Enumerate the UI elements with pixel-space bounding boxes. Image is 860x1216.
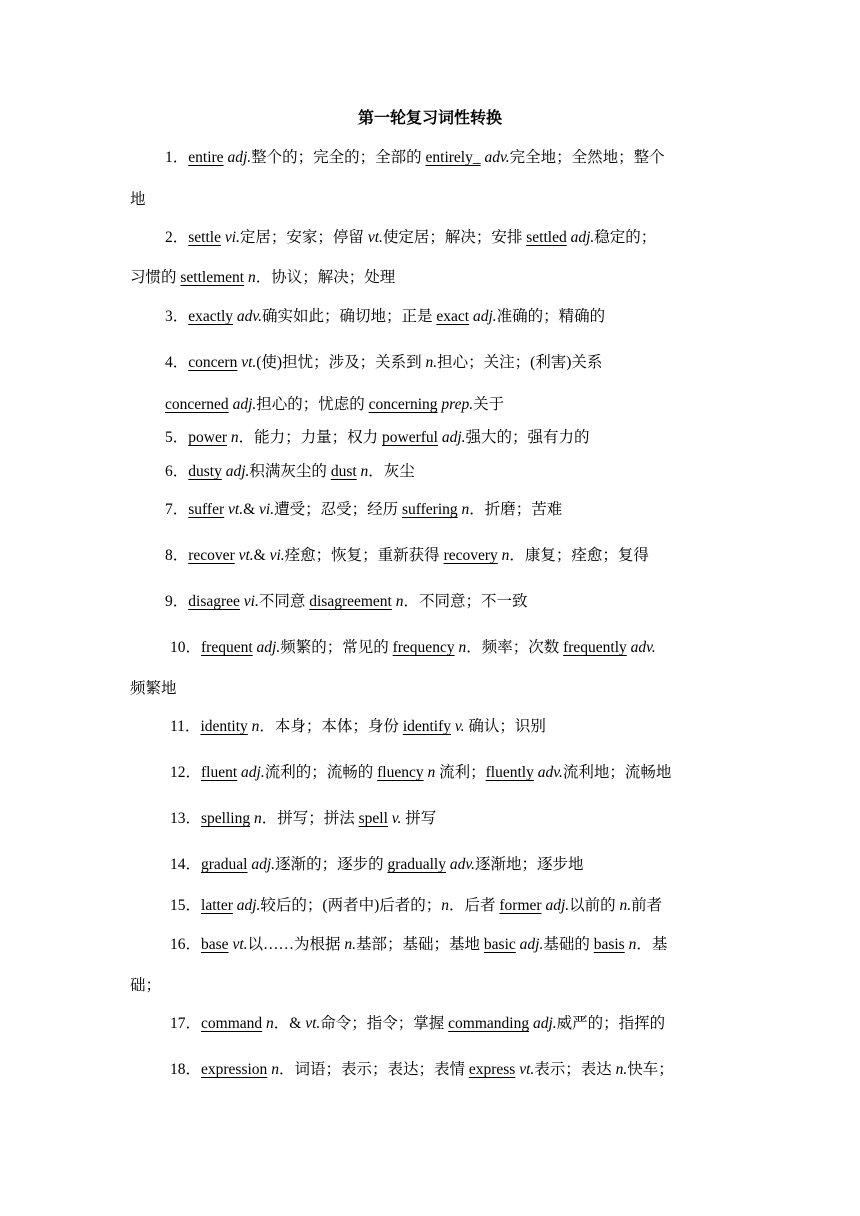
definition-text: (使)担忧；涉及；关系到	[256, 354, 426, 371]
definition-text: 完全地；全然地；整个	[509, 149, 665, 166]
part-of-speech: n	[395, 593, 404, 610]
part-of-speech: n	[441, 897, 449, 914]
entry-number: 1．	[165, 149, 189, 166]
entry-3	[165, 304, 605, 326]
definition-text: 较后的；(两者中)后者的；	[260, 897, 442, 914]
vocab-word: fluently	[485, 764, 534, 781]
vocab-word: identify	[402, 718, 452, 735]
entry-number: 10．	[170, 639, 202, 656]
part-of-speech: adj.	[251, 856, 276, 873]
part-of-speech: adj.	[570, 229, 595, 246]
entry-number: 2．	[165, 229, 189, 246]
definition-text: 前者	[631, 897, 663, 914]
vocab-word: recovery	[443, 547, 498, 564]
vocab-word: frequency	[392, 639, 455, 656]
part-of-speech: n	[271, 1061, 279, 1078]
part-of-speech: adv.	[236, 308, 263, 325]
definition-text: 流利地；流畅地	[562, 764, 672, 781]
entry-18	[170, 1057, 674, 1079]
vocab-word: fluent	[201, 764, 238, 781]
entry-13	[170, 806, 436, 828]
entry-number: 18．	[170, 1061, 202, 1078]
entry-1	[165, 145, 665, 167]
entry-10-cont	[130, 676, 177, 698]
part-of-speech: n.	[615, 1061, 628, 1078]
definition-text: 基部；基础；基地	[356, 936, 484, 953]
entry-number: 5．	[165, 429, 189, 446]
definition-text: 关于	[473, 396, 505, 413]
entry-2-cont	[130, 265, 395, 287]
part-of-speech: n	[247, 269, 256, 286]
definition-text: 担心的；忧虑的	[256, 396, 369, 413]
entry-number: 11．	[170, 718, 201, 735]
vocab-word: gradual	[201, 856, 248, 873]
entry-17	[170, 1011, 665, 1033]
vocab-word: settled	[526, 229, 567, 246]
definition-text: 威严的；指挥的	[556, 1015, 666, 1032]
definition-text: 使定居；解决；安排	[382, 229, 527, 246]
part-of-speech: n	[360, 463, 369, 480]
vocab-word: spelling	[201, 810, 251, 827]
vocab-word: spell	[358, 810, 388, 827]
part-of-speech: adv.	[630, 639, 656, 656]
definition-text: ．灰尘	[368, 463, 415, 480]
definition-text: 命令；指令；掌握	[320, 1015, 449, 1032]
entry-9	[165, 589, 528, 611]
definition-text: 基础的	[543, 936, 594, 953]
definition-text: 稳定的；	[594, 229, 657, 246]
part-of-speech: vt.	[305, 1015, 321, 1032]
vocab-word: express	[468, 1061, 516, 1078]
definition-text: 频繁的；常见的	[280, 639, 393, 656]
entry-number: 13．	[170, 810, 202, 827]
entry-number: 16．	[170, 936, 202, 953]
definition-text: 础；	[130, 977, 162, 994]
part-of-speech: n.	[425, 354, 438, 371]
vocab-word: concern	[188, 354, 238, 371]
vocab-word: disagree	[188, 593, 240, 610]
vocab-word: gradually	[387, 856, 446, 873]
entry-number: 14．	[170, 856, 202, 873]
part-of-speech: n	[427, 764, 436, 781]
part-of-speech: n	[253, 810, 262, 827]
vocab-word: identity	[200, 718, 248, 735]
definition-text: 遭受；忍受；经历	[274, 501, 402, 518]
part-of-speech: adj.	[241, 764, 265, 781]
entry-7	[165, 497, 562, 519]
entry-number: 9．	[165, 593, 189, 610]
definition-text: 定居；安家；停留	[239, 229, 368, 246]
entry-number: 8．	[165, 547, 189, 564]
vocab-word: recover	[188, 547, 235, 564]
vocab-word: dust	[330, 463, 357, 480]
part-of-speech: vi.	[243, 593, 259, 610]
part-of-speech: n.	[619, 897, 632, 914]
part-of-speech: adj.	[256, 639, 281, 656]
vocab-word: dusty	[188, 463, 222, 480]
entry-16-cont	[130, 973, 161, 995]
part-of-speech: adv.	[537, 764, 563, 781]
vocab-word: commanding	[448, 1015, 530, 1032]
vocab-word: frequent	[201, 639, 253, 656]
entry-number: 6．	[165, 463, 189, 480]
entry-number: 3．	[165, 308, 189, 325]
part-of-speech: adj.	[232, 396, 257, 413]
definition-text: 积满灰尘的	[249, 463, 331, 480]
entry-10	[170, 635, 656, 657]
definition-text: 流利；	[435, 764, 486, 781]
part-of-speech: n.	[344, 936, 357, 953]
part-of-speech: adj.	[532, 1015, 557, 1032]
definition-text: 表示；表达	[534, 1061, 616, 1078]
entry-15	[170, 893, 662, 915]
definition-text: 逐渐地；逐步地	[474, 856, 584, 873]
definition-text: 地	[130, 191, 146, 208]
part-of-speech: vt.	[232, 936, 248, 953]
vocab-word: suffering	[401, 501, 458, 518]
part-of-speech: prep.	[441, 396, 474, 413]
vocab-word: entirely_	[425, 149, 481, 166]
definition-text: 快车；	[627, 1061, 674, 1078]
vocab-word: suffer	[188, 501, 225, 518]
part-of-speech: adj.	[236, 897, 261, 914]
definition-text: ．协议；解决；处理	[255, 269, 396, 286]
definition-text: &	[243, 501, 260, 518]
vocab-word: basis	[593, 936, 625, 953]
definition-text: ．康复；痊愈；复得	[509, 547, 649, 564]
vocab-word: frequently	[563, 639, 627, 656]
definition-text: ．能力；力量；权力	[238, 429, 383, 446]
definition-text: 整个的；完全的；全部的	[251, 149, 426, 166]
part-of-speech: vt.	[228, 501, 244, 518]
entry-4-cont	[165, 392, 504, 414]
vocab-word: concerned	[165, 396, 229, 413]
vocab-word: powerful	[382, 429, 438, 446]
entry-6	[165, 459, 415, 481]
definition-text: ．基	[636, 936, 668, 953]
part-of-speech: vi.	[259, 501, 275, 518]
part-of-speech: vi.	[269, 547, 285, 564]
definition-text: 担心；关注；(利害)关系	[437, 354, 603, 371]
part-of-speech: vt.	[519, 1061, 535, 1078]
part-of-speech: adv.	[484, 149, 510, 166]
definition-text: 痊愈；恢复；重新获得	[284, 547, 444, 564]
part-of-speech: adj.	[472, 308, 497, 325]
definition-text: 逐渐的；逐步的	[275, 856, 388, 873]
vocab-word: power	[188, 429, 228, 446]
vocab-word: exactly	[188, 308, 234, 325]
definition-text: ．拼写；拼法	[261, 810, 359, 827]
part-of-speech: v.	[454, 718, 465, 735]
entry-1-cont	[130, 187, 146, 209]
definition-text: ．&	[273, 1015, 306, 1032]
part-of-speech: n	[628, 936, 637, 953]
definition-text: ．词语；表示；表达；表情	[278, 1061, 469, 1078]
entry-11	[170, 714, 546, 736]
part-of-speech: n	[251, 718, 260, 735]
entry-number: 17．	[170, 1015, 202, 1032]
vocab-word: fluency	[377, 764, 424, 781]
definition-text: 确认；识别	[464, 718, 546, 735]
definition-text: 以……为根据	[247, 936, 345, 953]
entry-12	[170, 760, 671, 782]
entry-5	[165, 425, 590, 447]
definition-text: 拼写	[401, 810, 437, 827]
part-of-speech: adj.	[545, 897, 570, 914]
entry-number: 15．	[170, 897, 202, 914]
definition-text: 准确的；精确的	[496, 308, 606, 325]
definition-text: 强大的；强有力的	[465, 429, 590, 446]
definition-text: 习惯的	[130, 269, 181, 286]
definition-text: 确实如此；确切地；正是	[262, 308, 437, 325]
vocab-word: exact	[436, 308, 470, 325]
vocab-word: expression	[201, 1061, 268, 1078]
definition-text: 流利的；流畅的	[264, 764, 378, 781]
definition-text: ．不同意；不一致	[403, 593, 528, 610]
vocab-word: basic	[483, 936, 516, 953]
part-of-speech: vi.	[224, 229, 240, 246]
part-of-speech: vt.	[367, 229, 383, 246]
part-of-speech: adj.	[225, 463, 250, 480]
page-title: 第一轮复习词性转换	[357, 110, 502, 127]
part-of-speech: n	[501, 547, 510, 564]
vocab-word: former	[499, 897, 542, 914]
part-of-speech: adv.	[449, 856, 475, 873]
definition-text: 频繁地	[130, 680, 177, 697]
vocab-word: entire	[188, 149, 224, 166]
vocab-word: disagreement	[309, 593, 392, 610]
definition-text: ．本身；本体；身份	[259, 718, 403, 735]
part-of-speech: adj.	[227, 149, 252, 166]
vocab-word: settle	[188, 229, 221, 246]
part-of-speech: n	[461, 501, 470, 518]
vocab-word: concerning	[368, 396, 438, 413]
entry-number: 12．	[170, 764, 202, 781]
definition-text: ．后者	[449, 897, 500, 914]
entry-4	[165, 350, 602, 372]
entry-8	[165, 543, 649, 565]
definition-text: 不同意	[258, 593, 310, 610]
part-of-speech: n	[458, 639, 467, 656]
definition-text: 以前的	[569, 897, 620, 914]
entry-2	[165, 225, 656, 247]
part-of-speech: adj.	[441, 429, 466, 446]
definition-text: ．频率；次数	[466, 639, 564, 656]
entry-16	[170, 932, 667, 954]
entry-number: 4．	[165, 354, 189, 371]
part-of-speech: vt.	[241, 354, 257, 371]
part-of-speech: vt.	[238, 547, 254, 564]
part-of-speech: n	[266, 1015, 274, 1032]
entry-number: 7．	[165, 501, 189, 518]
definition-text: &	[253, 547, 270, 564]
definition-text: ．折磨；苦难	[469, 501, 563, 518]
part-of-speech: v.	[391, 810, 402, 827]
entry-14	[170, 852, 584, 874]
part-of-speech: n	[230, 429, 239, 446]
vocab-word: command	[201, 1015, 263, 1032]
vocab-word: latter	[201, 897, 233, 914]
part-of-speech: adj.	[519, 936, 544, 953]
vocab-word: base	[201, 936, 229, 953]
vocab-word: settlement	[180, 269, 245, 286]
